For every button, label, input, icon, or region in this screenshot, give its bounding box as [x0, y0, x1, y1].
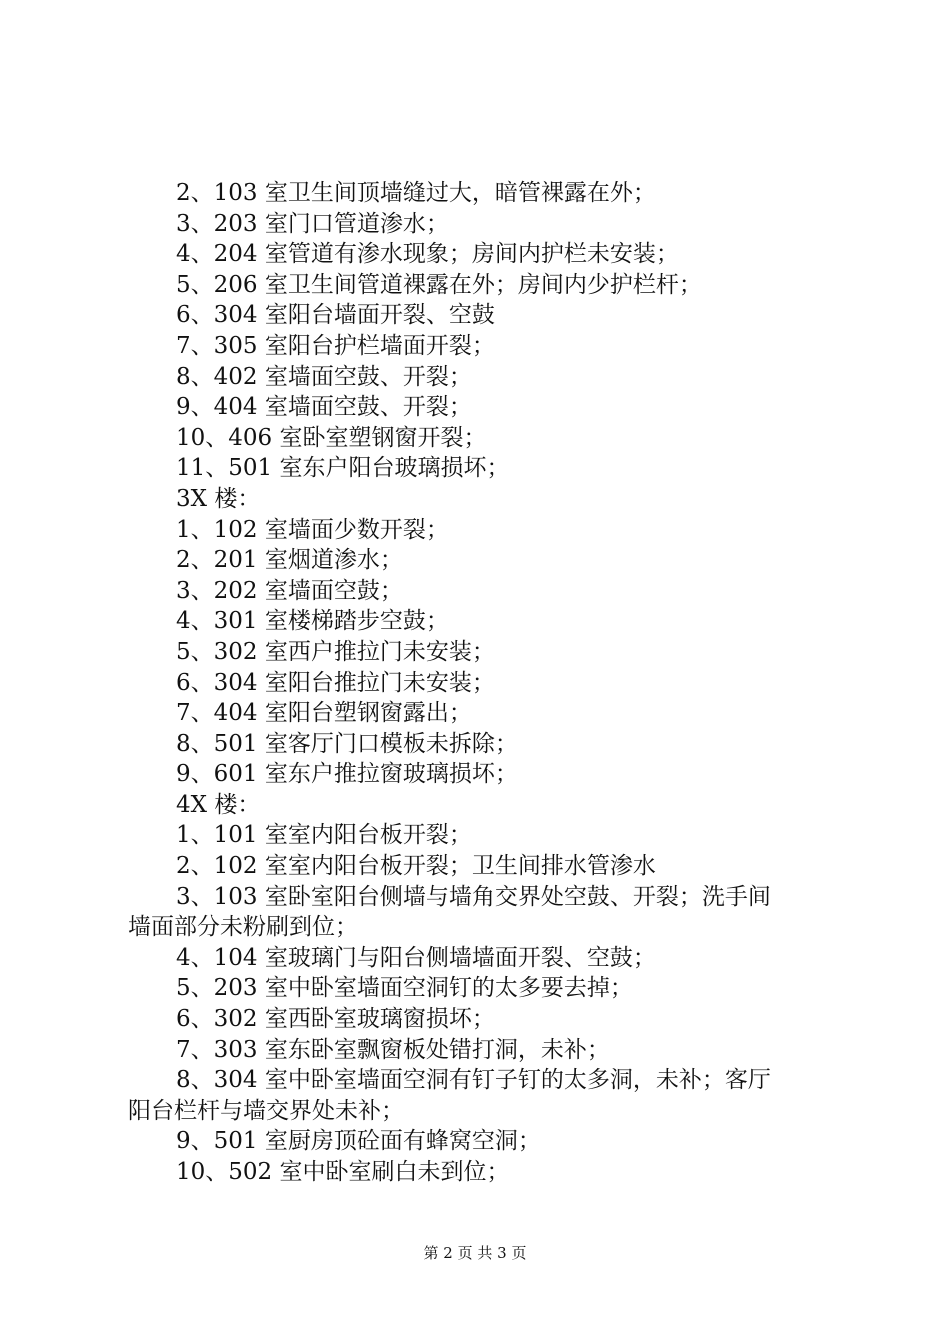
text-line: 4、204 室管道有渗水现象；房间内护栏未安装； — [176, 241, 679, 268]
text-line: 7、303 室东卧室飘窗板处错打洞，未补； — [176, 1036, 610, 1063]
text-line: 2、201 室烟道渗水； — [176, 547, 403, 574]
page-footer: 第 2 页 共 3 页 — [423, 1244, 527, 1262]
text-line: 3X 楼： — [176, 485, 261, 512]
text-line: 10、502 室中卧室刷白未到位； — [176, 1159, 510, 1185]
text-line: 阳台栏杆与墙交界处未补； — [128, 1097, 404, 1124]
text-line: 7、305 室阳台护栏墙面开裂； — [176, 332, 495, 359]
text-line: 3、202 室墙面空鼓； — [176, 577, 403, 604]
text-line: 8、304 室中卧室墙面空洞有钉子钉的太多洞，未补；客厅 — [176, 1067, 771, 1094]
text-line: 5、206 室卫生间管道裸露在外；房间内少护栏杆； — [176, 271, 702, 298]
text-line: 墙面部分未粉刷到位； — [128, 914, 358, 941]
text-line: 2、103 室卫生间顶墙缝过大，暗管裸露在外； — [176, 180, 656, 206]
text-line: 6、304 室阳台推拉门未安装； — [176, 669, 495, 696]
text-line: 8、402 室墙面空鼓、开裂； — [176, 363, 472, 390]
text-line: 9、501 室厨房顶砼面有蜂窝空洞； — [176, 1128, 541, 1155]
text-line: 7、404 室阳台塑钢窗露出； — [176, 700, 472, 727]
text-line: 3、103 室卧室阳台侧墙与墙角交界处空鼓、开裂；洗手间 — [176, 883, 771, 910]
text-line: 8、501 室客厅门口模板未拆除； — [176, 730, 518, 757]
text-line: 2、102 室室内阳台板开裂；卫生间排水管渗水 — [176, 853, 656, 880]
text-line: 5、302 室西户推拉门未安装； — [176, 638, 495, 665]
document-body — [128, 178, 840, 1188]
text-line: 4、104 室玻璃门与阳台侧墙墙面开裂、空鼓； — [176, 944, 656, 971]
text-line: 1、102 室墙面少数开裂； — [176, 516, 449, 543]
text-line: 6、302 室西卧室玻璃窗损坏； — [176, 1006, 495, 1033]
text-line: 9、404 室墙面空鼓、开裂； — [176, 394, 472, 421]
text-line: 11、501 室东户阳台玻璃损坏； — [176, 455, 510, 482]
text-line: 3、203 室门口管道渗水； — [176, 210, 449, 237]
text-line: 4X 楼： — [176, 791, 261, 818]
text-line: 9、601 室东户推拉窗玻璃损坏； — [176, 761, 518, 788]
text-line: 4、301 室楼梯踏步空鼓； — [176, 608, 449, 635]
text-line: 10、406 室卧室塑钢窗开裂； — [176, 424, 487, 451]
text-line: 6、304 室阳台墙面开裂、空鼓 — [176, 302, 495, 329]
text-line: 5、203 室中卧室墙面空洞钉的太多要去掉； — [176, 975, 633, 1002]
text-line: 1、101 室室内阳台板开裂； — [176, 822, 472, 849]
